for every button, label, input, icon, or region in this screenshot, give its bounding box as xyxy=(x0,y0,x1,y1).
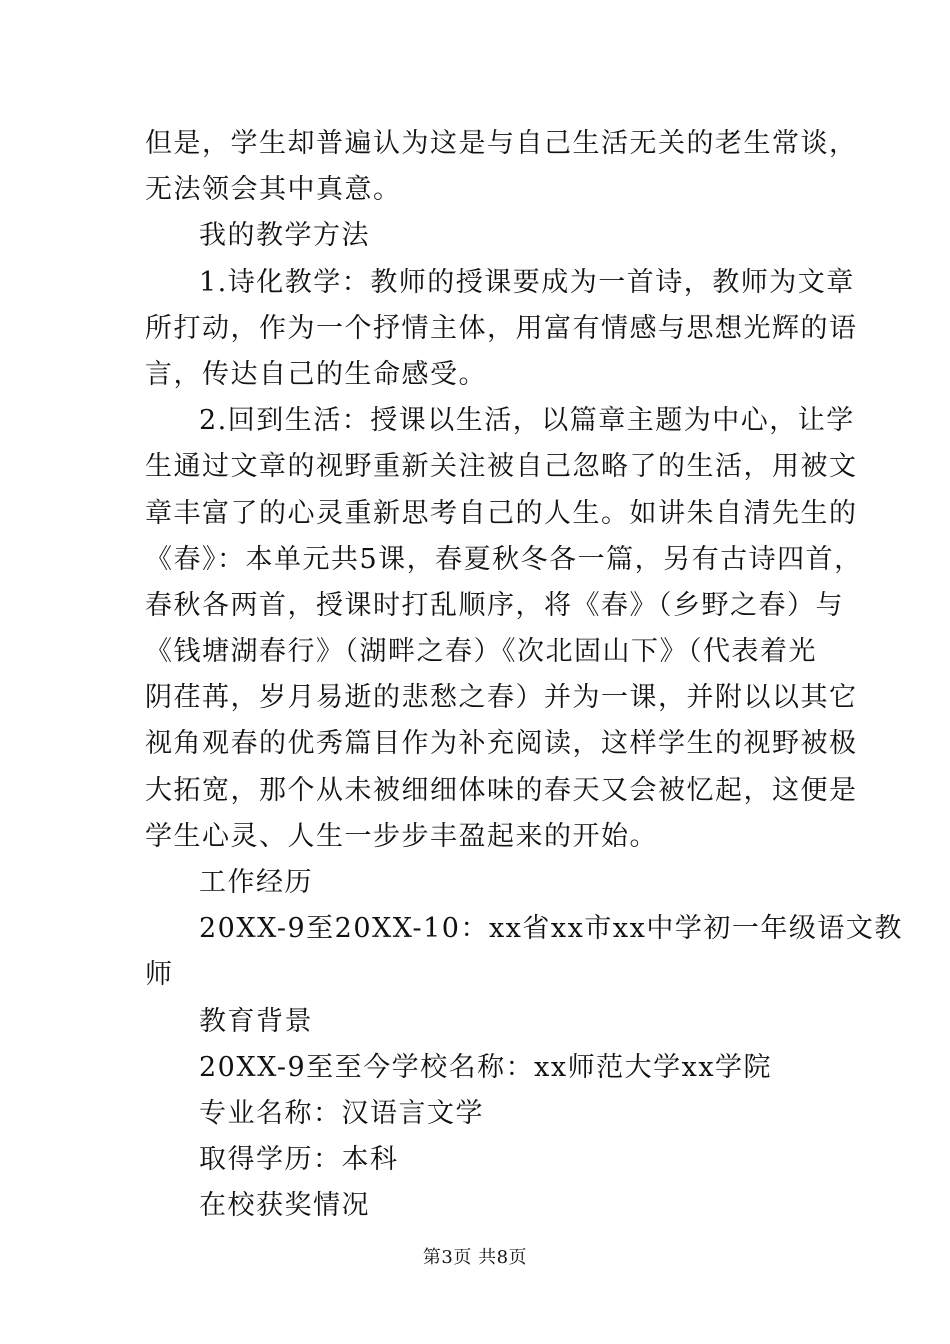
section-heading-work-experience: 工作经历 xyxy=(199,867,313,898)
paragraph-line: 2.回到生活：授课以生活，以篇章主题为中心，让学 xyxy=(199,405,855,437)
paragraph-line: 言，传达自己的生命感受。 xyxy=(145,358,487,390)
paragraph-line: 1.诗化教学：教师的授课要成为一首诗，教师为文章 xyxy=(199,266,855,298)
education-degree: 取得学历：本科 xyxy=(199,1144,399,1176)
paragraph-line: 大拓宽，那个从未被细细体味的春天又会被忆起，这便是 xyxy=(145,774,858,806)
section-heading-awards: 在校获奖情况 xyxy=(199,1190,370,1222)
work-experience-entry: 20XX-9至20XX-10：xx省xx市xx中学初一年级语文教 xyxy=(199,913,903,945)
paragraph-line: 所打动，作为一个抒情主体，用富有情感与思想光辉的语 xyxy=(145,312,858,344)
paragraph-line: 视角观春的优秀篇目作为补充阅读，这样学生的视野被极 xyxy=(145,728,858,760)
education-school: 20XX-9至至今学校名称：xx师范大学xx学院 xyxy=(199,1051,773,1083)
paragraph-line: 春秋各两首，授课时打乱顺序，将《春》（乡野之春）与 xyxy=(145,589,844,621)
section-heading-teaching-method: 我的教学方法 xyxy=(199,220,370,252)
paragraph-line: 《春》：本单元共5课，春夏秋冬各一篇，另有古诗四首， xyxy=(145,543,863,575)
paragraph-line: 阴荏苒，岁月易逝的悲愁之春）并为一课，并附以以其它 xyxy=(145,682,858,714)
document-body xyxy=(145,121,903,1230)
paragraph-line: 章丰富了的心灵重新思考自己的人生。如讲朱自清先生的 xyxy=(145,497,858,529)
section-heading-education: 教育背景 xyxy=(199,1005,313,1037)
page-footer: 第3页 共8页 xyxy=(422,1247,528,1268)
paragraph-line: 学生心灵、人生一步步丰盈起来的开始。 xyxy=(145,820,658,852)
paragraph-line: 无法领会其中真意。 xyxy=(145,174,402,206)
education-major: 专业名称：汉语言文学 xyxy=(199,1097,484,1129)
work-experience-entry-cont: 师 xyxy=(145,959,174,991)
paragraph-line: 《钱塘湖春行》（湖畔之春）《次北固山下》（代表着光 xyxy=(145,636,817,668)
paragraph-line: 但是，学生却普遍认为这是与自己生活无关的老生常谈， xyxy=(145,128,858,159)
paragraph-line: 生通过文章的视野重新关注被自己忽略了的生活，用被文 xyxy=(145,451,858,483)
